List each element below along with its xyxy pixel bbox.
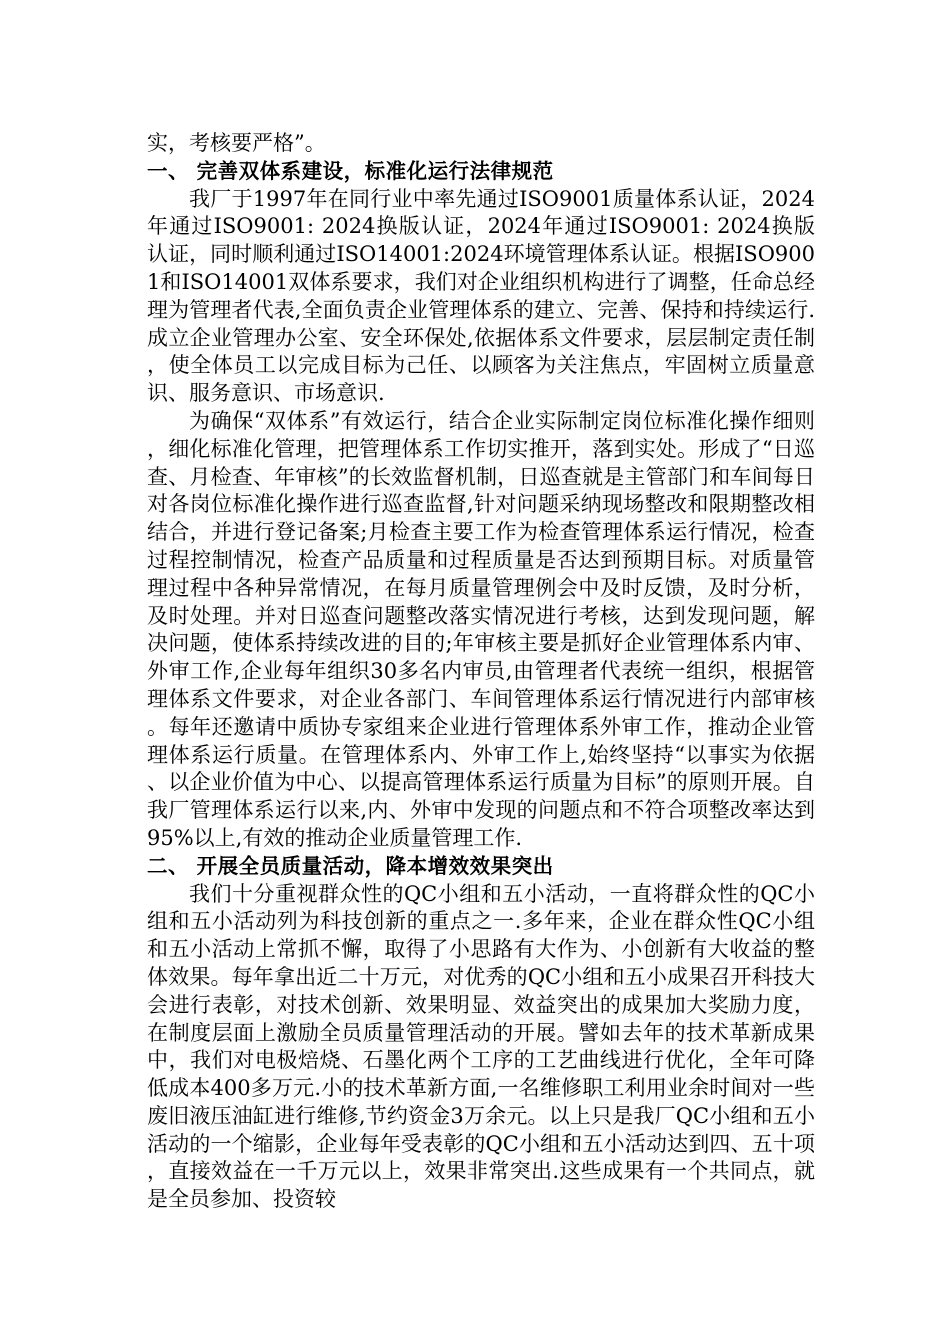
section-2-paragraph-1: 我们十分重视群众性的QC小组和五小活动，一直将群众性的QC小组和五小活动列为科技创新的重点之一.多年来，企业在群众性QC小组和五小活动上常抓不懈，取得了小思路有大作为、小创新有大收益的整体效果。每年拿出近二十万元，对优秀的QC小组和五小成果召开科技大会进行表彰，对技术创新、效果明显、效益突出的成果加大奖励力度，在制度层面上激励全员质量管理活动的开展。譬如去年的技术革新成果中，我们对电极焙烧、石墨化两个工序的工艺曲线进行优化，全年可降低成本400多万元.小的技术革新方面,一名维修职工利用业余时间对一些废旧液压油缸进行维修,节约资金3万余元。以上只是我厂QC小组和五小活动的一个缩影，企业每年受表彰的QC小组和五小活动达到四、五十项，直接效益在一千万元以上，效果非常突出.这些成果有一个共同点，就是全员参加、投资较	[147, 881, 815, 1212]
section-1-heading: 一、 完善双体系建设，标准化运行法律规范	[147, 158, 554, 183]
section-1-paragraph-1: 我厂于1997年在同行业中率先通过ISO9001质量体系认证，2024年通过ISO9001: 2024换版认证，2024年通过ISO9001: 2024换版认证，同时顺利通过ISO14001:2024环境管理体系认证。根据ISO9001和ISO14001双体系要求，我们对企业组织机构进行了调整，任命总经理为管理者代表,全面负责企业管理体系的建立、完善、保持和持续运行.成立企业管理办公室、安全环保处,依据体系文件要求，层层制定责任制，使全体员工以完成目标为己任、以顾客为关注焦点，牢固树立质量意识、服务意识、市场意识.	[147, 186, 815, 406]
lead-line: 实，考核要严格”。	[147, 131, 326, 155]
section-1-paragraph-2: 为确保“双体系”有效运行，结合企业实际制定岗位标准化操作细则，细化标准化管理，把管理体系工作切实推开，落到实处。形成了“日巡查、月检查、年审核”的长效监督机制，日巡查就是主管部门和车间每日对各岗位标准化操作进行巡查监督,针对问题采纳现场整改和限期整改相结合，并进行登记备案;月检查主要工作为检查管理体系运行情况，检查过程控制情况，检查产品质量和过程质量是否达到预期目标。对质量管理过程中各种异常情况，在每月质量管理例会中及时反馈，及时分析，及时处理。并对日巡查问题整改落实情况进行考核，达到发现问题，解决问题，使体系持续改进的目的;年审核主要是抓好企业管理体系内审、外审工作,企业每年组织30多名内审员,由管理者代表统一组织，根据管理体系文件要求，对企业各部门、车间管理体系运行情况进行内部审核。每年还邀请中质协专家组来企业进行管理体系外审工作，推动企业管理体系运行质量。在管理体系内、外审工作上,始终坚持“以事实为依据、以企业价值为中心、以提高管理体系运行质量为目标”的原则开展。自我厂管理体系运行以来,内、外审中发现的问题点和不符合项整改率达到95%以上,有效的推动企业质量管理工作.	[147, 408, 815, 850]
section-2-heading: 二、 开展全员质量活动，降本增效效果突出	[147, 853, 554, 878]
document-page	[147, 130, 815, 1214]
